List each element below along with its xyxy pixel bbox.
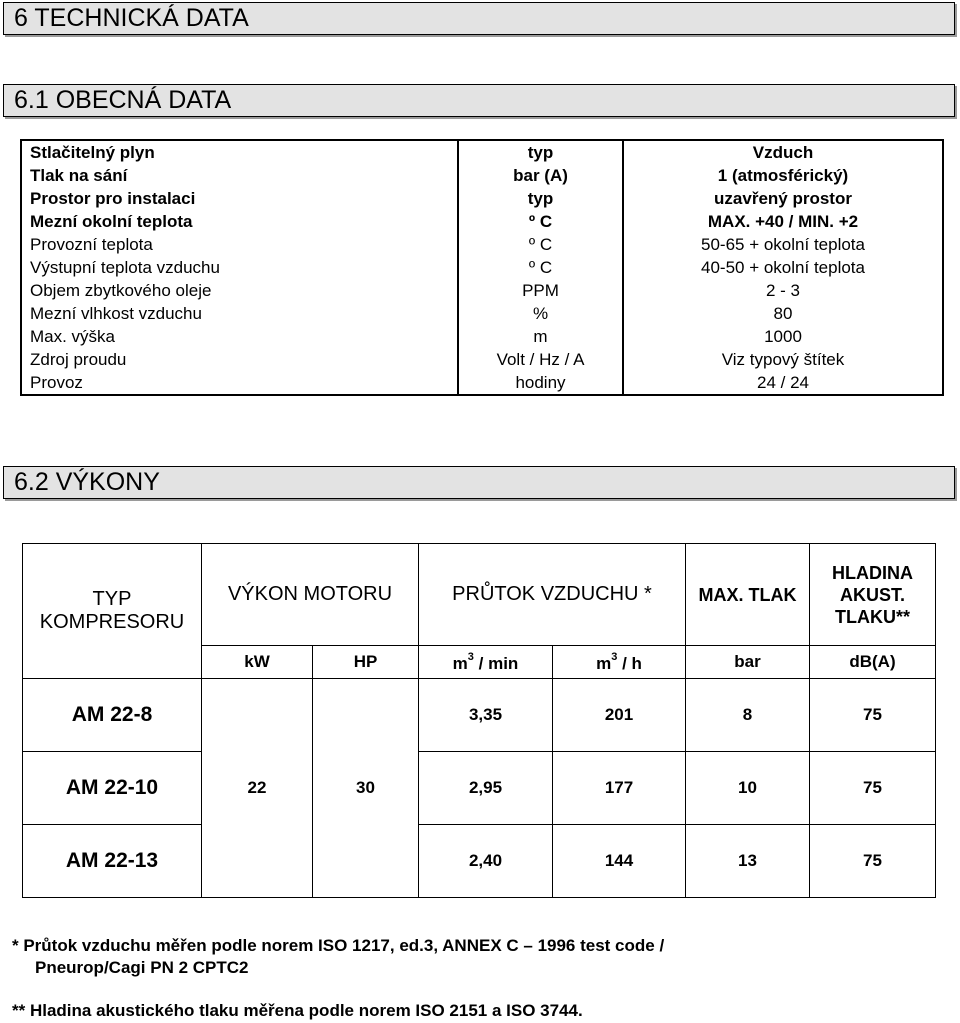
param-name: Max. výška (30, 327, 116, 346)
flow-h: 201 (553, 679, 686, 752)
flow-min: 2,40 (419, 825, 553, 898)
param-value: 1 (atmosférický) (623, 164, 943, 187)
header-max-pressure: MAX. TLAK (686, 544, 810, 646)
table-row (21, 187, 943, 210)
motor-kw-empty (202, 825, 313, 898)
model-name: AM 22-10 (23, 752, 202, 825)
header-noise-line2: AKUST. (839, 584, 905, 605)
table-row (21, 210, 943, 233)
param-value: Viz typový štítek (623, 348, 943, 371)
param-name: Tlak na sání (30, 166, 128, 185)
subsection-title-general: 6.1 OBECNÁ DATA (3, 84, 955, 117)
param-unit: typ (458, 140, 623, 164)
noise: 75 (810, 679, 936, 752)
param-value: 50-65 + okolní teplota (623, 233, 943, 256)
table-row (21, 325, 943, 348)
table-row (21, 256, 943, 279)
param-name: Provoz (30, 373, 83, 392)
table-row (21, 371, 943, 395)
param-value: 40-50 + okolní teplota (623, 256, 943, 279)
flow-min: 2,95 (419, 752, 553, 825)
param-unit: º C (458, 256, 623, 279)
noise: 75 (810, 825, 936, 898)
table-row (21, 348, 943, 371)
header-noise-level (810, 544, 936, 646)
table-row (21, 233, 943, 256)
header-noise-line1: HLADINA (832, 562, 913, 583)
motor-hp: 30 (313, 752, 419, 825)
param-name: Prostor pro instalaci (30, 189, 196, 208)
param-unit: % (458, 302, 623, 325)
model-name: AM 22-13 (23, 825, 202, 898)
param-unit: º C (458, 233, 623, 256)
param-value: uzavřený prostor (623, 187, 943, 210)
param-name: Objem zbytkového oleje (30, 281, 212, 300)
header-type-line2: KOMPRESORU (39, 611, 185, 633)
model-name: AM 22-8 (23, 679, 202, 752)
header-noise-line3: TLAKU** (835, 606, 910, 627)
header-row (23, 544, 936, 646)
param-value: 80 (623, 302, 943, 325)
header-compressor-type (23, 544, 202, 679)
pressure: 13 (686, 825, 810, 898)
table-row (21, 164, 943, 187)
motor-hp-empty (313, 679, 419, 752)
param-unit: º C (458, 210, 623, 233)
unit-db: dB(A) (810, 646, 936, 679)
unit-m3-h: $m^3$ / h (553, 646, 686, 679)
header-motor-power: VÝKON MOTORU (202, 544, 419, 646)
param-unit: Volt / Hz / A (458, 348, 623, 371)
table-row (23, 679, 936, 752)
header-type-line1: TYP (92, 588, 132, 610)
param-value: 24 / 24 (623, 371, 943, 395)
noise: 75 (810, 752, 936, 825)
general-data-table (20, 139, 944, 396)
motor-kw-empty (202, 679, 313, 752)
pressure: 8 (686, 679, 810, 752)
flow-footnote-line2: Pneurop/Cagi PN 2 CPTC2 (35, 958, 249, 977)
param-unit: hodiny (458, 371, 623, 395)
unit-m3-min: $m^3$ / min (419, 646, 553, 679)
param-unit: PPM (458, 279, 623, 302)
param-name: Mezní okolní teplota (30, 212, 193, 231)
motor-kw: 22 (202, 752, 313, 825)
section-title: 6 TECHNICKÁ DATA (3, 2, 955, 35)
table-row (21, 140, 943, 164)
table-row (23, 752, 936, 825)
table-row (21, 302, 943, 325)
noise-footnote: ** Hladina akustického tlaku měřena podle norem ISO 2151 a ISO 3744. (12, 1001, 583, 1020)
flow-footnote-line1: * Průtok vzduchu měřen podle norem ISO 1217, ed.3, ANNEX C – 1996 test code / (12, 936, 665, 955)
unit-bar: bar (686, 646, 810, 679)
flow-h: 144 (553, 825, 686, 898)
param-name: Zdroj proudu (30, 350, 127, 369)
table-row (23, 825, 936, 898)
param-name: Provozní teplota (30, 235, 153, 254)
table-row (21, 279, 943, 302)
motor-hp-empty (313, 825, 419, 898)
param-name: Stlačitelný plyn (30, 143, 155, 162)
param-name: Výstupní teplota vzduchu (30, 258, 220, 277)
subsection-title-performance: 6.2 VÝKONY (3, 466, 955, 499)
pressure: 10 (686, 752, 810, 825)
param-unit: m (458, 325, 623, 348)
param-value: MAX. +40 / MIN. +2 (623, 210, 943, 233)
header-air-flow: PRŮTOK VZDUCHU * (419, 544, 686, 646)
param-value: Vzduch (623, 140, 943, 164)
param-unit: typ (458, 187, 623, 210)
param-value: 2 - 3 (623, 279, 943, 302)
flow-h: 177 (553, 752, 686, 825)
unit-hp: HP (313, 646, 419, 679)
performance-table (22, 543, 936, 898)
unit-kw: kW (202, 646, 313, 679)
param-value: 1000 (623, 325, 943, 348)
flow-min: 3,35 (419, 679, 553, 752)
param-unit: bar (A) (458, 164, 623, 187)
param-name: Mezní vlhkost vzduchu (30, 304, 202, 323)
